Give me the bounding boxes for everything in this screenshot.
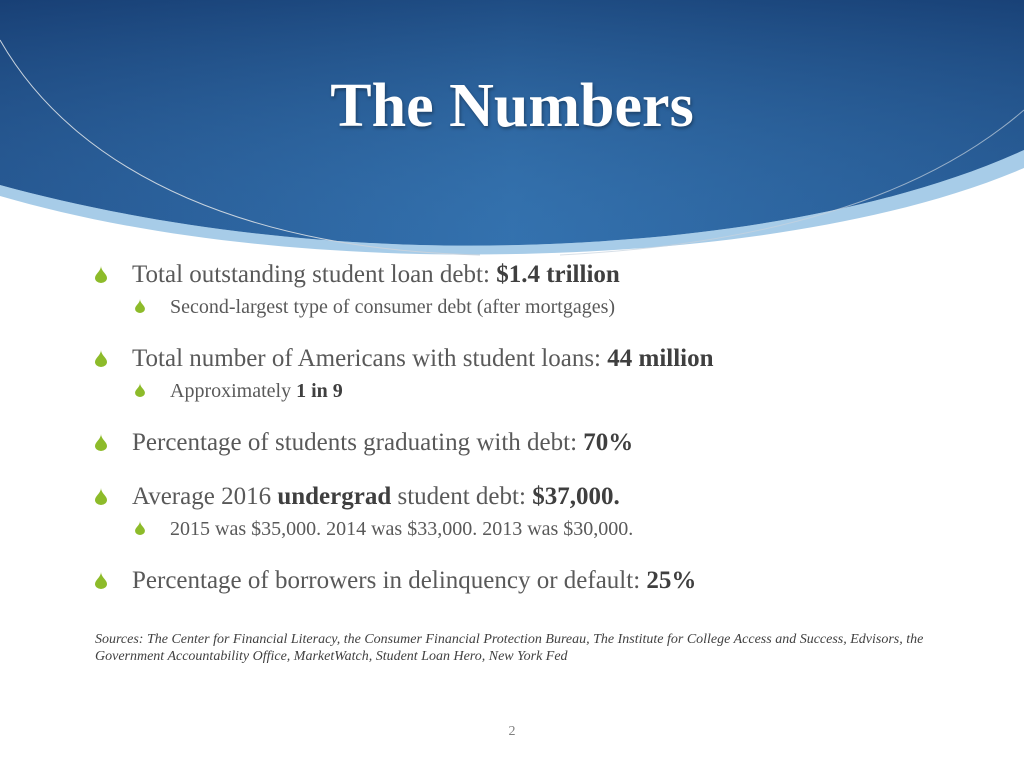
sub-bullet-ratio xyxy=(95,376,975,406)
bullet-list xyxy=(95,258,975,598)
drop-icon xyxy=(95,572,107,589)
drop-icon xyxy=(135,383,145,397)
sub-bullet-text: 2015 was $35,000. 2014 was $33,000. 2013 was $30,000. xyxy=(170,518,634,540)
page-number: 2 xyxy=(508,724,516,739)
sub-bullet-value: 1 in 9 xyxy=(296,380,343,402)
bullet-text: Average 2016 xyxy=(132,483,278,510)
bullet-value: $1.4 trillion xyxy=(496,261,620,288)
sub-bullet-consumer-debt xyxy=(95,292,975,322)
bullet-borrowers xyxy=(95,342,975,376)
bullet-text: Total number of Americans with student loans: xyxy=(132,345,608,372)
bullet-text: Percentage of borrowers in delinquency or default: xyxy=(132,567,647,594)
bullet-text: student debt: xyxy=(391,483,533,510)
bullet-loan-debt xyxy=(95,258,975,292)
bullet-text: Total outstanding student loan debt: xyxy=(132,261,497,288)
bullet-emphasis: undergrad xyxy=(277,483,392,510)
bullet-delinquency xyxy=(95,564,975,598)
drop-icon xyxy=(95,434,107,451)
sources-note: Sources: The Center for Financial Literacy, the Consumer Financial Protection Bureau, The Institute for College Access and Success, Edvisors, the Government Accountability Office, MarketWatch, Student Loan Hero, New York Fed xyxy=(95,632,924,664)
bullet-graduating-debt xyxy=(95,426,975,460)
bullet-value: $37,000. xyxy=(532,483,620,510)
bullet-average-debt xyxy=(95,480,975,514)
drop-icon xyxy=(95,488,107,505)
drop-icon xyxy=(95,350,107,367)
bullet-value: 25% xyxy=(646,567,697,594)
sub-bullet-text: Approximately xyxy=(170,380,297,402)
drop-icon xyxy=(95,266,107,283)
drop-icon xyxy=(135,521,145,535)
drop-icon xyxy=(135,299,145,313)
bullet-text: Percentage of students graduating with debt: xyxy=(132,429,584,456)
sub-bullet-history xyxy=(95,514,975,544)
bullet-value: 70% xyxy=(583,429,634,456)
slide-title: The Numbers xyxy=(330,72,694,140)
bullet-value: 44 million xyxy=(607,345,714,372)
sub-bullet-text: Second-largest type of consumer debt (after mortgages) xyxy=(170,296,616,318)
